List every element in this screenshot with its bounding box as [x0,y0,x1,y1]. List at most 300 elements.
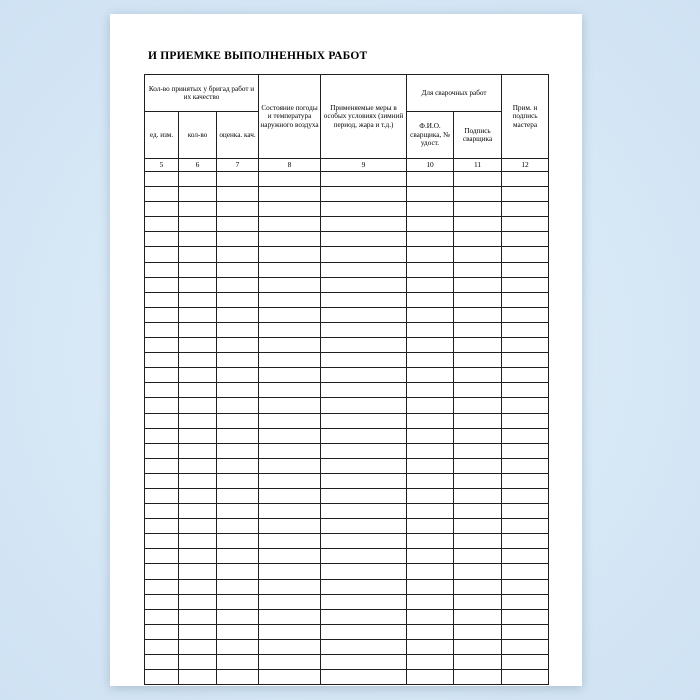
table-cell[interactable] [259,488,321,503]
table-cell[interactable] [217,443,259,458]
table-cell[interactable] [179,322,217,337]
table-cell[interactable] [217,202,259,217]
table-cell[interactable] [145,172,179,187]
table-cell[interactable] [502,579,549,594]
table-cell[interactable] [259,458,321,473]
table-row[interactable] [145,428,549,443]
table-cell[interactable] [179,398,217,413]
table-cell[interactable] [145,247,179,262]
table-cell[interactable] [259,504,321,519]
table-cell[interactable] [145,292,179,307]
table-cell[interactable] [454,277,502,292]
table-cell[interactable] [145,428,179,443]
table-row[interactable] [145,655,549,670]
table-cell[interactable] [454,609,502,624]
table-cell[interactable] [502,473,549,488]
table-row[interactable] [145,307,549,322]
table-cell[interactable] [454,564,502,579]
table-cell[interactable] [217,624,259,639]
table-row[interactable] [145,639,549,654]
table-cell[interactable] [454,579,502,594]
table-cell[interactable] [179,594,217,609]
table-cell[interactable] [502,322,549,337]
table-cell[interactable] [454,624,502,639]
table-cell[interactable] [407,609,454,624]
table-cell[interactable] [321,488,407,503]
table-row[interactable] [145,519,549,534]
table-cell[interactable] [217,368,259,383]
table-cell[interactable] [259,383,321,398]
table-cell[interactable] [321,353,407,368]
table-cell[interactable] [259,172,321,187]
table-cell[interactable] [217,504,259,519]
table-cell[interactable] [502,428,549,443]
table-cell[interactable] [407,383,454,398]
table-cell[interactable] [407,428,454,443]
table-cell[interactable] [179,443,217,458]
table-cell[interactable] [145,187,179,202]
table-cell[interactable] [407,564,454,579]
table-cell[interactable] [454,519,502,534]
table-cell[interactable] [217,172,259,187]
table-row[interactable] [145,624,549,639]
table-row[interactable] [145,458,549,473]
table-cell[interactable] [259,277,321,292]
table-cell[interactable] [145,504,179,519]
table-cell[interactable] [407,670,454,685]
table-cell[interactable] [179,549,217,564]
table-cell[interactable] [502,187,549,202]
table-cell[interactable] [145,473,179,488]
table-cell[interactable] [259,202,321,217]
table-cell[interactable] [407,338,454,353]
table-cell[interactable] [407,473,454,488]
table-cell[interactable] [502,307,549,322]
table-cell[interactable] [454,202,502,217]
table-cell[interactable] [407,519,454,534]
table-row[interactable] [145,322,549,337]
table-cell[interactable] [454,488,502,503]
table-cell[interactable] [179,307,217,322]
table-cell[interactable] [502,232,549,247]
table-cell[interactable] [179,639,217,654]
table-cell[interactable] [259,655,321,670]
table-cell[interactable] [407,504,454,519]
table-cell[interactable] [454,398,502,413]
table-cell[interactable] [502,564,549,579]
table-cell[interactable] [454,247,502,262]
table-cell[interactable] [502,443,549,458]
table-cell[interactable] [259,473,321,488]
table-cell[interactable] [321,624,407,639]
table-row[interactable] [145,383,549,398]
table-cell[interactable] [179,383,217,398]
table-row[interactable] [145,232,549,247]
table-cell[interactable] [407,549,454,564]
table-cell[interactable] [321,292,407,307]
table-cell[interactable] [321,232,407,247]
table-cell[interactable] [217,383,259,398]
table-cell[interactable] [179,579,217,594]
table-cell[interactable] [407,353,454,368]
table-cell[interactable] [179,232,217,247]
table-cell[interactable] [145,534,179,549]
table-row[interactable] [145,609,549,624]
table-cell[interactable] [145,262,179,277]
table-cell[interactable] [407,398,454,413]
table-cell[interactable] [259,413,321,428]
table-cell[interactable] [502,383,549,398]
table-cell[interactable] [179,488,217,503]
table-cell[interactable] [407,202,454,217]
table-cell[interactable] [407,292,454,307]
table-cell[interactable] [321,262,407,277]
table-cell[interactable] [259,670,321,685]
table-cell[interactable] [407,247,454,262]
table-cell[interactable] [454,172,502,187]
table-cell[interactable] [407,232,454,247]
table-cell[interactable] [145,383,179,398]
table-cell[interactable] [321,458,407,473]
table-row[interactable] [145,534,549,549]
table-cell[interactable] [259,579,321,594]
table-cell[interactable] [502,247,549,262]
table-cell[interactable] [259,353,321,368]
table-cell[interactable] [454,549,502,564]
table-cell[interactable] [407,413,454,428]
table-cell[interactable] [321,172,407,187]
table-cell[interactable] [179,353,217,368]
table-cell[interactable] [217,670,259,685]
table-row[interactable] [145,443,549,458]
table-cell[interactable] [145,519,179,534]
table-cell[interactable] [217,187,259,202]
table-cell[interactable] [502,594,549,609]
table-cell[interactable] [259,338,321,353]
table-cell[interactable] [321,564,407,579]
table-cell[interactable] [407,368,454,383]
table-cell[interactable] [502,519,549,534]
table-cell[interactable] [321,609,407,624]
table-cell[interactable] [217,609,259,624]
table-cell[interactable] [179,504,217,519]
table-cell[interactable] [145,564,179,579]
table-row[interactable] [145,262,549,277]
table-cell[interactable] [179,202,217,217]
table-row[interactable] [145,277,549,292]
table-cell[interactable] [407,443,454,458]
table-cell[interactable] [454,368,502,383]
table-cell[interactable] [321,655,407,670]
table-cell[interactable] [179,277,217,292]
table-cell[interactable] [145,655,179,670]
table-cell[interactable] [502,488,549,503]
table-cell[interactable] [321,639,407,654]
table-cell[interactable] [321,670,407,685]
table-cell[interactable] [502,217,549,232]
table-cell[interactable] [502,504,549,519]
table-cell[interactable] [259,519,321,534]
table-cell[interactable] [321,338,407,353]
table-cell[interactable] [502,655,549,670]
table-row[interactable] [145,413,549,428]
table-cell[interactable] [321,307,407,322]
table-cell[interactable] [502,458,549,473]
table-cell[interactable] [454,307,502,322]
table-cell[interactable] [179,458,217,473]
table-cell[interactable] [179,217,217,232]
table-cell[interactable] [454,292,502,307]
table-cell[interactable] [321,217,407,232]
table-row[interactable] [145,488,549,503]
table-row[interactable] [145,670,549,685]
table-cell[interactable] [217,353,259,368]
table-cell[interactable] [145,609,179,624]
table-cell[interactable] [454,217,502,232]
table-cell[interactable] [321,383,407,398]
table-cell[interactable] [407,307,454,322]
table-cell[interactable] [145,202,179,217]
table-cell[interactable] [145,338,179,353]
table-cell[interactable] [145,488,179,503]
table-cell[interactable] [259,549,321,564]
table-cell[interactable] [502,172,549,187]
table-cell[interactable] [407,172,454,187]
table-cell[interactable] [321,202,407,217]
table-cell[interactable] [217,217,259,232]
table-cell[interactable] [407,639,454,654]
table-cell[interactable] [502,670,549,685]
table-cell[interactable] [321,322,407,337]
table-cell[interactable] [217,639,259,654]
table-cell[interactable] [407,594,454,609]
table-cell[interactable] [407,187,454,202]
table-row[interactable] [145,202,549,217]
table-cell[interactable] [259,398,321,413]
table-row[interactable] [145,247,549,262]
table-cell[interactable] [217,473,259,488]
table-cell[interactable] [502,353,549,368]
table-cell[interactable] [321,443,407,458]
table-cell[interactable] [145,413,179,428]
table-cell[interactable] [145,639,179,654]
table-cell[interactable] [321,534,407,549]
table-cell[interactable] [259,428,321,443]
table-cell[interactable] [217,534,259,549]
table-cell[interactable] [321,247,407,262]
table-cell[interactable] [217,262,259,277]
table-cell[interactable] [179,413,217,428]
table-cell[interactable] [454,458,502,473]
table-row[interactable] [145,398,549,413]
table-cell[interactable] [407,624,454,639]
table-cell[interactable] [502,202,549,217]
table-cell[interactable] [145,353,179,368]
table-cell[interactable] [454,655,502,670]
table-cell[interactable] [259,368,321,383]
table-cell[interactable] [145,670,179,685]
table-cell[interactable] [454,383,502,398]
table-cell[interactable] [217,564,259,579]
table-cell[interactable] [145,549,179,564]
table-cell[interactable] [179,534,217,549]
table-cell[interactable] [502,292,549,307]
table-cell[interactable] [502,534,549,549]
table-cell[interactable] [407,217,454,232]
table-cell[interactable] [321,473,407,488]
table-cell[interactable] [145,232,179,247]
table-cell[interactable] [179,338,217,353]
table-cell[interactable] [259,322,321,337]
table-cell[interactable] [259,609,321,624]
table-cell[interactable] [454,232,502,247]
table-cell[interactable] [179,609,217,624]
table-cell[interactable] [321,549,407,564]
table-cell[interactable] [145,579,179,594]
table-cell[interactable] [407,655,454,670]
table-cell[interactable] [179,428,217,443]
table-row[interactable] [145,172,549,187]
table-cell[interactable] [407,579,454,594]
table-cell[interactable] [321,428,407,443]
table-cell[interactable] [217,292,259,307]
table-cell[interactable] [407,277,454,292]
table-cell[interactable] [321,579,407,594]
table-cell[interactable] [259,217,321,232]
table-cell[interactable] [502,624,549,639]
table-cell[interactable] [145,322,179,337]
table-cell[interactable] [454,187,502,202]
table-cell[interactable] [407,458,454,473]
table-cell[interactable] [179,247,217,262]
table-cell[interactable] [217,655,259,670]
table-cell[interactable] [454,338,502,353]
table-cell[interactable] [407,488,454,503]
table-cell[interactable] [259,443,321,458]
table-row[interactable] [145,292,549,307]
table-cell[interactable] [179,655,217,670]
table-cell[interactable] [502,338,549,353]
table-cell[interactable] [179,624,217,639]
table-cell[interactable] [145,594,179,609]
table-cell[interactable] [454,262,502,277]
table-cell[interactable] [502,398,549,413]
table-row[interactable] [145,549,549,564]
table-row[interactable] [145,473,549,488]
table-cell[interactable] [217,579,259,594]
table-cell[interactable] [179,670,217,685]
table-cell[interactable] [145,277,179,292]
table-row[interactable] [145,368,549,383]
table-cell[interactable] [502,413,549,428]
table-cell[interactable] [321,277,407,292]
table-cell[interactable] [502,277,549,292]
table-cell[interactable] [454,322,502,337]
table-cell[interactable] [217,458,259,473]
table-cell[interactable] [407,534,454,549]
table-cell[interactable] [321,187,407,202]
table-cell[interactable] [217,277,259,292]
table-cell[interactable] [407,322,454,337]
table-row[interactable] [145,504,549,519]
table-cell[interactable] [259,594,321,609]
table-cell[interactable] [454,670,502,685]
table-row[interactable] [145,564,549,579]
table-cell[interactable] [145,368,179,383]
table-cell[interactable] [145,307,179,322]
table-cell[interactable] [259,187,321,202]
table-cell[interactable] [321,413,407,428]
table-cell[interactable] [259,624,321,639]
table-cell[interactable] [259,534,321,549]
table-cell[interactable] [454,594,502,609]
table-row[interactable] [145,594,549,609]
table-cell[interactable] [502,368,549,383]
table-cell[interactable] [179,187,217,202]
table-cell[interactable] [217,307,259,322]
table-cell[interactable] [217,322,259,337]
table-cell[interactable] [217,488,259,503]
table-cell[interactable] [259,307,321,322]
table-cell[interactable] [454,443,502,458]
table-cell[interactable] [502,609,549,624]
table-cell[interactable] [179,473,217,488]
table-cell[interactable] [217,549,259,564]
table-cell[interactable] [321,398,407,413]
table-cell[interactable] [454,534,502,549]
table-cell[interactable] [145,624,179,639]
table-row[interactable] [145,579,549,594]
table-cell[interactable] [217,232,259,247]
table-cell[interactable] [321,504,407,519]
table-cell[interactable] [259,564,321,579]
table-cell[interactable] [179,292,217,307]
table-cell[interactable] [217,398,259,413]
table-cell[interactable] [502,639,549,654]
table-cell[interactable] [259,247,321,262]
table-cell[interactable] [179,368,217,383]
table-cell[interactable] [217,594,259,609]
table-row[interactable] [145,353,549,368]
table-cell[interactable] [321,368,407,383]
table-cell[interactable] [321,594,407,609]
table-cell[interactable] [259,262,321,277]
table-cell[interactable] [179,564,217,579]
table-row[interactable] [145,338,549,353]
table-cell[interactable] [145,443,179,458]
table-cell[interactable] [259,292,321,307]
table-cell[interactable] [454,353,502,368]
table-cell[interactable] [145,217,179,232]
table-cell[interactable] [179,262,217,277]
table-cell[interactable] [321,519,407,534]
table-cell[interactable] [454,473,502,488]
table-cell[interactable] [454,639,502,654]
table-row[interactable] [145,217,549,232]
table-cell[interactable] [259,639,321,654]
table-cell[interactable] [217,519,259,534]
table-cell[interactable] [179,519,217,534]
table-cell[interactable] [217,338,259,353]
table-cell[interactable] [217,413,259,428]
table-cell[interactable] [502,262,549,277]
table-cell[interactable] [407,262,454,277]
table-cell[interactable] [502,549,549,564]
table-cell[interactable] [145,398,179,413]
table-cell[interactable] [217,428,259,443]
table-cell[interactable] [217,247,259,262]
table-cell[interactable] [259,232,321,247]
